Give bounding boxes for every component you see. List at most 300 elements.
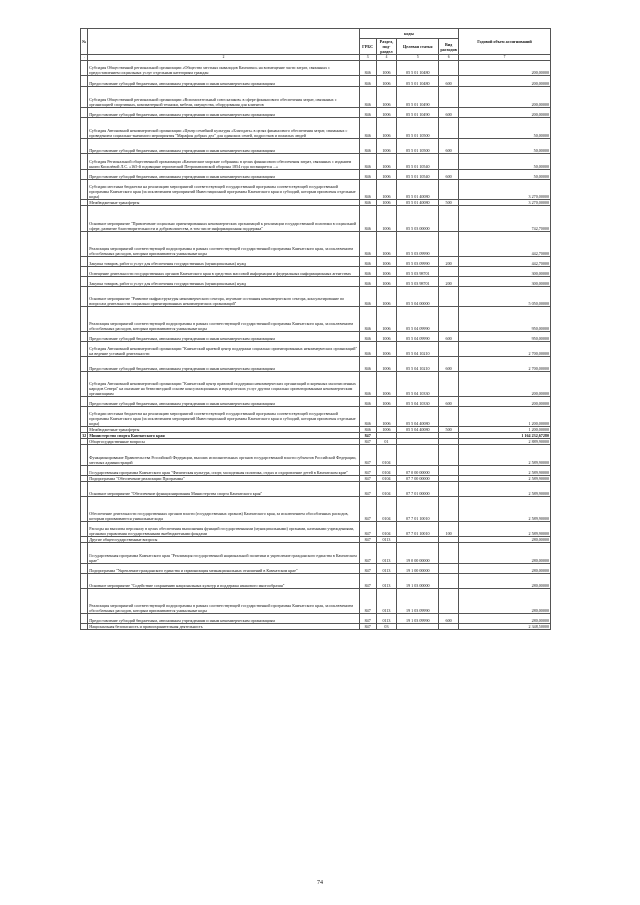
table-row [81,287,551,307]
row-vid [439,466,459,476]
row-name: Субсидия Общественной региональной организации «Вспомогательный союз казаков» в сфере финансового обеспечения затрат, связанных с организацией спортивных, компьютерной техники, мебели, имущества, оборудования для клиентов [88,87,360,108]
table-row [81,357,551,372]
row-razdel: 1006 [376,332,397,342]
table-row [81,543,551,564]
row-target: 05 5 01 10480 [397,76,439,87]
table-row [81,564,551,574]
row-amount: 50,00000 [459,118,551,139]
row-target: 05 5 01 10540 [397,170,439,180]
column-number: 7 [459,55,551,61]
row-razdel: 0104 [376,497,397,522]
row-grbs: 847 [359,543,376,564]
row-vid [439,497,459,522]
row-target: 05 5 03 00000 [397,206,439,232]
column-number: 4 [376,55,397,61]
row-grbs: 847 [359,564,376,574]
row-grbs: 846 [359,108,376,118]
row-target: 05 5 04 40080 [397,407,439,427]
row-vid [439,574,459,589]
row-amount: 2 589,90000 [459,445,551,466]
row-amount: 200,00000 [459,372,551,397]
row-name: Субсидии местным бюджетам на реализацию мероприятий соответствующей государственной программы соответствующей государственной программы Камчатского края (за исключением мероприятий Инвестиционной программы Камчатского края и субсидий, которым присвоены отдельные коды) [88,407,360,427]
row-target [397,624,439,630]
row-amount: 200,00000 [459,397,551,407]
row-name: Предоставление субсидий бюджетным, автономным учреждениям и иным некоммерческим организациям [88,332,360,342]
row-razdel: 1006 [376,307,397,332]
row-target: 07 0 00 00000 [397,466,439,476]
row-vid [439,372,459,397]
row-number [81,287,88,307]
row-razdel: 1006 [376,372,397,397]
row-razdel: 0113 [376,574,397,589]
row-amount: 2 589,90000 [459,522,551,537]
row-amount: 442,70000 [459,232,551,257]
row-name: Функционирование Правительства Российской Федерации, высших исполнительных органов государственной власти субъектов Российской Федерации, местных администраций [88,445,360,466]
header-vid: Вид расходов [439,39,459,55]
row-name: Реализация мероприятий соответствующей подпрограммы в рамках соответствующей государственной программы Камчатского края, за исключением обособленных расходов, которым присваиваются уникальные коды [88,232,360,257]
row-name: Предоставление субсидий бюджетным, автономным учреждениям и иным некоммерческим организациям [88,108,360,118]
row-razdel: 1006 [376,108,397,118]
row-name: Национальная безопасность и правоохранительная деятельность [88,624,360,630]
table-row [81,232,551,257]
row-vid [439,87,459,108]
header-name [88,29,360,55]
table-row [81,139,551,154]
row-amount: 2 589,90000 [459,466,551,476]
row-razdel: 0104 [376,445,397,466]
row-number [81,522,88,537]
header-grbs: ГРБС [359,39,376,55]
row-amount: 2 589,90000 [459,482,551,497]
row-grbs: 846 [359,200,376,206]
row-amount: 442,70000 [459,257,551,267]
row-amount: 2 700,00000 [459,342,551,357]
row-amount: 742,70000 [459,206,551,232]
row-vid: 200 [439,257,459,267]
row-amount: 200,00000 [459,87,551,108]
row-grbs: 846 [359,277,376,287]
row-razdel: 0113 [376,589,397,614]
row-grbs: 846 [359,232,376,257]
row-number [81,497,88,522]
row-grbs: 847 [359,624,376,630]
table-row [81,206,551,232]
row-vid [439,118,459,139]
row-target: 19 1 03 09990 [397,589,439,614]
row-name: Подпрограмма "Укрепление гражданского единства и гармонизация межнациональных отношений в Камчатском крае" [88,564,360,574]
row-grbs: 846 [359,427,376,433]
row-vid [439,180,459,200]
row-amount: 2 700,00000 [459,357,551,372]
row-vid [439,232,459,257]
row-target: 05 5 04 10210 [397,342,439,357]
row-name: Предоставление субсидий бюджетным, автономным учреждениям и иным некоммерческим организациям [88,357,360,372]
row-number [81,87,88,108]
row-number [81,108,88,118]
row-grbs: 846 [359,372,376,397]
row-target: 05 5 01 10540 [397,154,439,170]
table-row [81,522,551,537]
row-name: Предоставление субсидий бюджетным, автономным учреждениям и иным некоммерческим организациям [88,76,360,87]
row-razdel: 1006 [376,342,397,357]
row-grbs: 847 [359,476,376,482]
row-name: Другие общегосударственные вопросы [88,537,360,543]
row-target: 19 1 00 00000 [397,564,439,574]
table-row [81,108,551,118]
table-row [81,180,551,200]
row-razdel: 1006 [376,277,397,287]
row-vid: 600 [439,139,459,154]
row-amount: 300,00000 [459,267,551,277]
row-grbs: 846 [359,267,376,277]
row-razdel: 1006 [376,180,397,200]
header-annual: Годовой объем ассигнований [459,29,551,55]
row-grbs: 846 [359,407,376,427]
row-target: 07 7 01 00000 [397,482,439,497]
table-row [81,407,551,427]
row-target: 19 1 03 09990 [397,614,439,624]
row-vid [439,307,459,332]
row-vid [439,624,459,630]
row-amount: 50,00000 [459,154,551,170]
row-name: Субсидия Автономной некоммерческой организации "Камчатский центр правовой поддержки некоммерческих организаций и коренных малочисленных народов Севера" на оказание на безвозмездной основе консультационных и юридических услуг другим социально ориентированным некоммерческим организациям [88,372,360,397]
row-grbs: 847 [359,522,376,537]
row-name: Предоставление субсидий бюджетным, автономным учреждениям и иным некоммерческим организациям [88,614,360,624]
table-row [81,397,551,407]
row-amount: 5 050,00000 [459,287,551,307]
row-amount: 950,00000 [459,307,551,332]
row-razdel: 1006 [376,200,397,206]
row-razdel: 1006 [376,61,397,76]
row-vid: 600 [439,170,459,180]
row-grbs: 847 [359,439,376,445]
row-amount: 950,00000 [459,332,551,342]
row-razdel: 0113 [376,564,397,574]
row-grbs: 847 [359,497,376,522]
row-number [81,170,88,180]
row-amount: 2 889,90000 [459,439,551,445]
row-amount: 1 164 232,67280 [459,433,551,439]
row-vid [439,154,459,170]
row-vid: 500 [439,200,459,206]
row-grbs: 846 [359,180,376,200]
row-name: Освещение деятельности государственных органов Камчатского края в средствах массовой информации и федеральных информационных агентствах [88,267,360,277]
row-number [81,407,88,427]
row-number [81,61,88,76]
table-row [81,624,551,630]
row-grbs: 847 [359,466,376,476]
row-name: Реализация мероприятий соответствующей подпрограммы в рамках соответствующей государственной программы Камчатского края, за исключением обособленных расходов, которым присваиваются уникальные коды [88,589,360,614]
row-razdel: 1006 [376,206,397,232]
table-row [81,466,551,476]
row-number [81,564,88,574]
row-razdel: 03 [376,624,397,630]
row-name: Расходы на выплаты персоналу в целях обеспечения выполнения функций государственными (муниципальными) органами, казенными учреждениями, органами управления государственными внебюджетными фондами [88,522,360,537]
row-name: Субсидия Автономной некоммерческой организации "Камчатский краевой центр поддержки социально ориентированных некоммерческих организаций" на ведение уставной деятельности [88,342,360,357]
row-name: Государственная программа Камчатского края "Реализация государственной национальной политики и укрепление гражданского единства в Камчатском крае" [88,543,360,564]
row-amount: 3 270,00000 [459,180,551,200]
row-target: 07 7 01 10010 [397,497,439,522]
row-target: 05 5 01 10500 [397,139,439,154]
row-amount: 300,00000 [459,277,551,287]
table-row [81,445,551,466]
row-vid: 600 [439,397,459,407]
row-vid: 600 [439,108,459,118]
row-name: Общегосударственные вопросы [88,439,360,445]
row-name: Предоставление субсидий бюджетным, автономным учреждениям и иным некоммерческим организациям [88,139,360,154]
table-row [81,332,551,342]
budget-table [80,28,551,630]
row-grbs: 847 [359,482,376,497]
row-target: 05 5 04 10330 [397,372,439,397]
row-razdel: 1006 [376,154,397,170]
table-row [81,342,551,357]
row-grbs: 847 [359,574,376,589]
row-number [81,267,88,277]
row-target: 05 5 04 40080 [397,427,439,433]
row-grbs: 846 [359,170,376,180]
row-amount: 1 200,00000 [459,407,551,427]
row-amount: 280,00000 [459,574,551,589]
row-number [81,445,88,466]
table-row [81,482,551,497]
row-grbs: 846 [359,139,376,154]
table-row [81,170,551,180]
row-razdel: 1006 [376,357,397,372]
row-name: Субсидия Общественной региональной организации «Общество местных инвалидов Камчатки» на возмещение части затрат, связанных с предоставлением социальных услуг отдельным категориям граждан [88,61,360,76]
row-amount: 2 348,50000 [459,624,551,630]
table-body [81,61,551,630]
table-row [81,307,551,332]
row-number [81,614,88,624]
row-number [81,76,88,87]
row-grbs: 847 [359,614,376,624]
row-amount: 280,00000 [459,543,551,564]
row-grbs: 846 [359,307,376,332]
header-razdel: Раздел, под-раздел [376,39,397,55]
row-vid [439,445,459,466]
row-razdel: 1006 [376,287,397,307]
row-razdel: 1006 [376,257,397,267]
table-row [81,277,551,287]
row-grbs: 847 [359,537,376,543]
row-grbs: 846 [359,76,376,87]
row-amount: 280,00000 [459,537,551,543]
row-number: 32 [82,433,87,438]
table-row [81,76,551,87]
row-name: Предоставление субсидий бюджетным, автономным учреждениям и иным некоммерческим организациям [88,397,360,407]
table-row [81,497,551,522]
row-number [81,307,88,332]
row-name: Предоставление субсидий бюджетным, автономным учреждениям и иным некоммерческим организациям [88,170,360,180]
row-target: 05 5 04 10330 [397,397,439,407]
row-amount: 3 270,00000 [459,200,551,206]
column-number: . [81,55,88,61]
row-name: Закупка товаров, работ и услуг для обеспечения государственных (муниципальных) нужд [88,277,360,287]
row-name: Основное мероприятие "Развитие инфраструктуры некоммерческого сектора, изучение состояния некоммерческого сектора, консультирование по вопросам деятельности социально ориентированных некоммерческих организаций" [88,287,360,307]
row-razdel: 1006 [376,427,397,433]
row-name: Основное мероприятие "Обеспечение функционирования Министерства спорта Камчатского края" [88,482,360,497]
row-grbs: 846 [359,206,376,232]
row-number [81,332,88,342]
row-razdel: 0104 [376,522,397,537]
row-grbs: 846 [359,332,376,342]
row-grbs: 846 [359,257,376,267]
row-number [81,624,88,630]
row-number [81,180,88,200]
row-vid [439,61,459,76]
row-target: 05 5 01 10490 [397,87,439,108]
row-amount: 280,00000 [459,589,551,614]
row-name: Основное мероприятие "Привлечение социально ориентированных некоммерческих организаций к реализации государственной политики в социальной сфере, развитие благотворительности и добровольчества, в том числе информационная поддержка" [88,206,360,232]
row-grbs: 846 [359,342,376,357]
row-grbs: 847 [359,433,376,439]
table-row [81,118,551,139]
row-name: Субсидии местным бюджетам на реализацию мероприятий соответствующей государственной программы соответствующей государственной программы Камчатского края (за исключением мероприятий Инвестиционной программы Камчатского края и субсидий, которым присвоены отдельные коды) [88,180,360,200]
row-target: 05 5 03 09990 [397,257,439,267]
row-name: Основное мероприятие "Содействие сохранению национальных культур и поддержка языкового многообразия" [88,574,360,589]
column-number: 5 [397,55,439,61]
row-amount: 2 589,90000 [459,476,551,482]
row-razdel: 0104 [376,482,397,497]
table-row [81,257,551,267]
row-amount: 50,00000 [459,170,551,180]
row-number [81,257,88,267]
row-number [81,154,88,170]
row-target: 07 7 01 10010 [397,522,439,537]
row-vid [439,407,459,427]
row-number [81,342,88,357]
row-target: 05 5 01 10480 [397,61,439,76]
row-razdel: 0113 [376,614,397,624]
row-grbs: 846 [359,287,376,307]
row-number [81,372,88,397]
row-name: Субсидия Региональной общественной организации «Камчатские морские собрания» в целях финансового обеспечения затрат, связанных с изданием книги Кисилёвой Л.С. «165-й годовщине героической Петропавловской обороны 1854 года посвящается ...» [88,154,360,170]
row-number [81,118,88,139]
column-number: 3 [359,55,376,61]
row-razdel: 1006 [376,76,397,87]
row-name: Межбюджетные трансферты [88,200,360,206]
table-row [81,589,551,614]
row-target: 05 5 04 00000 [397,287,439,307]
row-amount: 200,00000 [459,76,551,87]
row-vid [439,287,459,307]
row-grbs: 846 [359,357,376,372]
row-target: 05 5 04 09990 [397,307,439,332]
row-name: Подпрограмма "Обеспечение реализации Программы" [88,476,360,482]
row-name: Субсидия Автономной некоммерческой организации «Центр семейной культуры «Благодать» в целях финансового обеспечения затрат, связанных с проведением социально-значимого мероприятия "Марафон добрых дел" для одиноких семей, подростков и пожилых людей [88,118,360,139]
row-grbs: 847 [359,589,376,614]
row-vid: 500 [439,427,459,433]
row-number [81,589,88,614]
row-name: Обеспечение деятельности государственных органов власти (государственных органов) Камчатского края, за исключением обособленных расходов, которым присваиваются уникальные коды [88,497,360,522]
row-vid [439,589,459,614]
page-number: 74 [317,880,323,886]
row-number [81,232,88,257]
table-row [81,87,551,108]
row-razdel: 1006 [376,397,397,407]
row-grbs: 846 [359,87,376,108]
row-target: 07 7 00 00000 [397,476,439,482]
row-razdel: 1006 [376,232,397,257]
row-razdel: 0104 [376,476,397,482]
column-number: 6 [439,55,459,61]
row-target: 05 5 03 09990 [397,232,439,257]
row-number [81,574,88,589]
row-target [397,445,439,466]
header-codes: коды [359,29,458,39]
row-target: 05 5 04 09990 [397,332,439,342]
row-target: 05 5 04 10210 [397,357,439,372]
row-grbs: 846 [359,397,376,407]
row-razdel: 1006 [376,407,397,427]
row-razdel: 0113 [376,537,397,543]
row-razdel: 1006 [376,170,397,180]
row-razdel: 0104 [376,466,397,476]
row-vid: 600 [439,76,459,87]
row-vid [439,543,459,564]
header-number: № [81,29,88,55]
row-number [81,139,88,154]
row-target: 05 5 03 98701 [397,267,439,277]
row-grbs: 846 [359,61,376,76]
row-vid: 100 [439,522,459,537]
row-vid: 600 [439,614,459,624]
table-row [81,154,551,170]
row-number [81,466,88,476]
row-name: Межбюджетные трансферты [88,427,360,433]
row-vid: 600 [439,357,459,372]
header-csr: Целевая статья [397,39,439,55]
row-razdel: 01 [376,439,397,445]
row-target: 05 5 01 40080 [397,180,439,200]
row-number [81,397,88,407]
row-amount: 50,00000 [459,139,551,154]
row-amount: 200,00000 [459,61,551,76]
row-grbs: 846 [359,118,376,139]
row-number [81,543,88,564]
row-target: 05 5 01 40080 [397,200,439,206]
row-vid [439,267,459,277]
row-number [81,206,88,232]
row-razdel: 0113 [376,543,397,564]
row-vid: 600 [439,332,459,342]
table-row [81,372,551,397]
row-name: Закупка товаров, работ и услуг для обеспечения государственных (муниципальных) нужд [88,257,360,267]
row-vid [439,564,459,574]
row-grbs: 847 [359,445,376,466]
row-razdel: 1006 [376,139,397,154]
table-row [81,614,551,624]
row-amount: 280,00000 [459,614,551,624]
row-amount: 200,00000 [459,108,551,118]
row-target: 19 0 00 00000 [397,543,439,564]
table-row [81,574,551,589]
row-target: 05 5 01 10490 [397,108,439,118]
table-row [81,61,551,76]
row-razdel: 1006 [376,87,397,108]
row-amount: 2 589,90000 [459,497,551,522]
row-vid [439,206,459,232]
row-name: Министерство спорта Камчатского края [88,433,360,439]
row-name: Государственная программа Камчатского края "Физическая культура, спорт, молодежная политика, отдых и оздоровление детей в Камчатском крае" [88,466,360,476]
row-name: Реализация мероприятий соответствующей подпрограммы в рамках соответствующей государственной программы Камчатского края, за исключением обособленных расходов, которым присваиваются уникальные коды [88,307,360,332]
row-razdel: 1006 [376,267,397,277]
row-razdel: 1006 [376,118,397,139]
column-number: 2 [88,55,360,61]
row-amount: 280,00000 [459,564,551,574]
row-target: 05 5 03 98701 [397,277,439,287]
